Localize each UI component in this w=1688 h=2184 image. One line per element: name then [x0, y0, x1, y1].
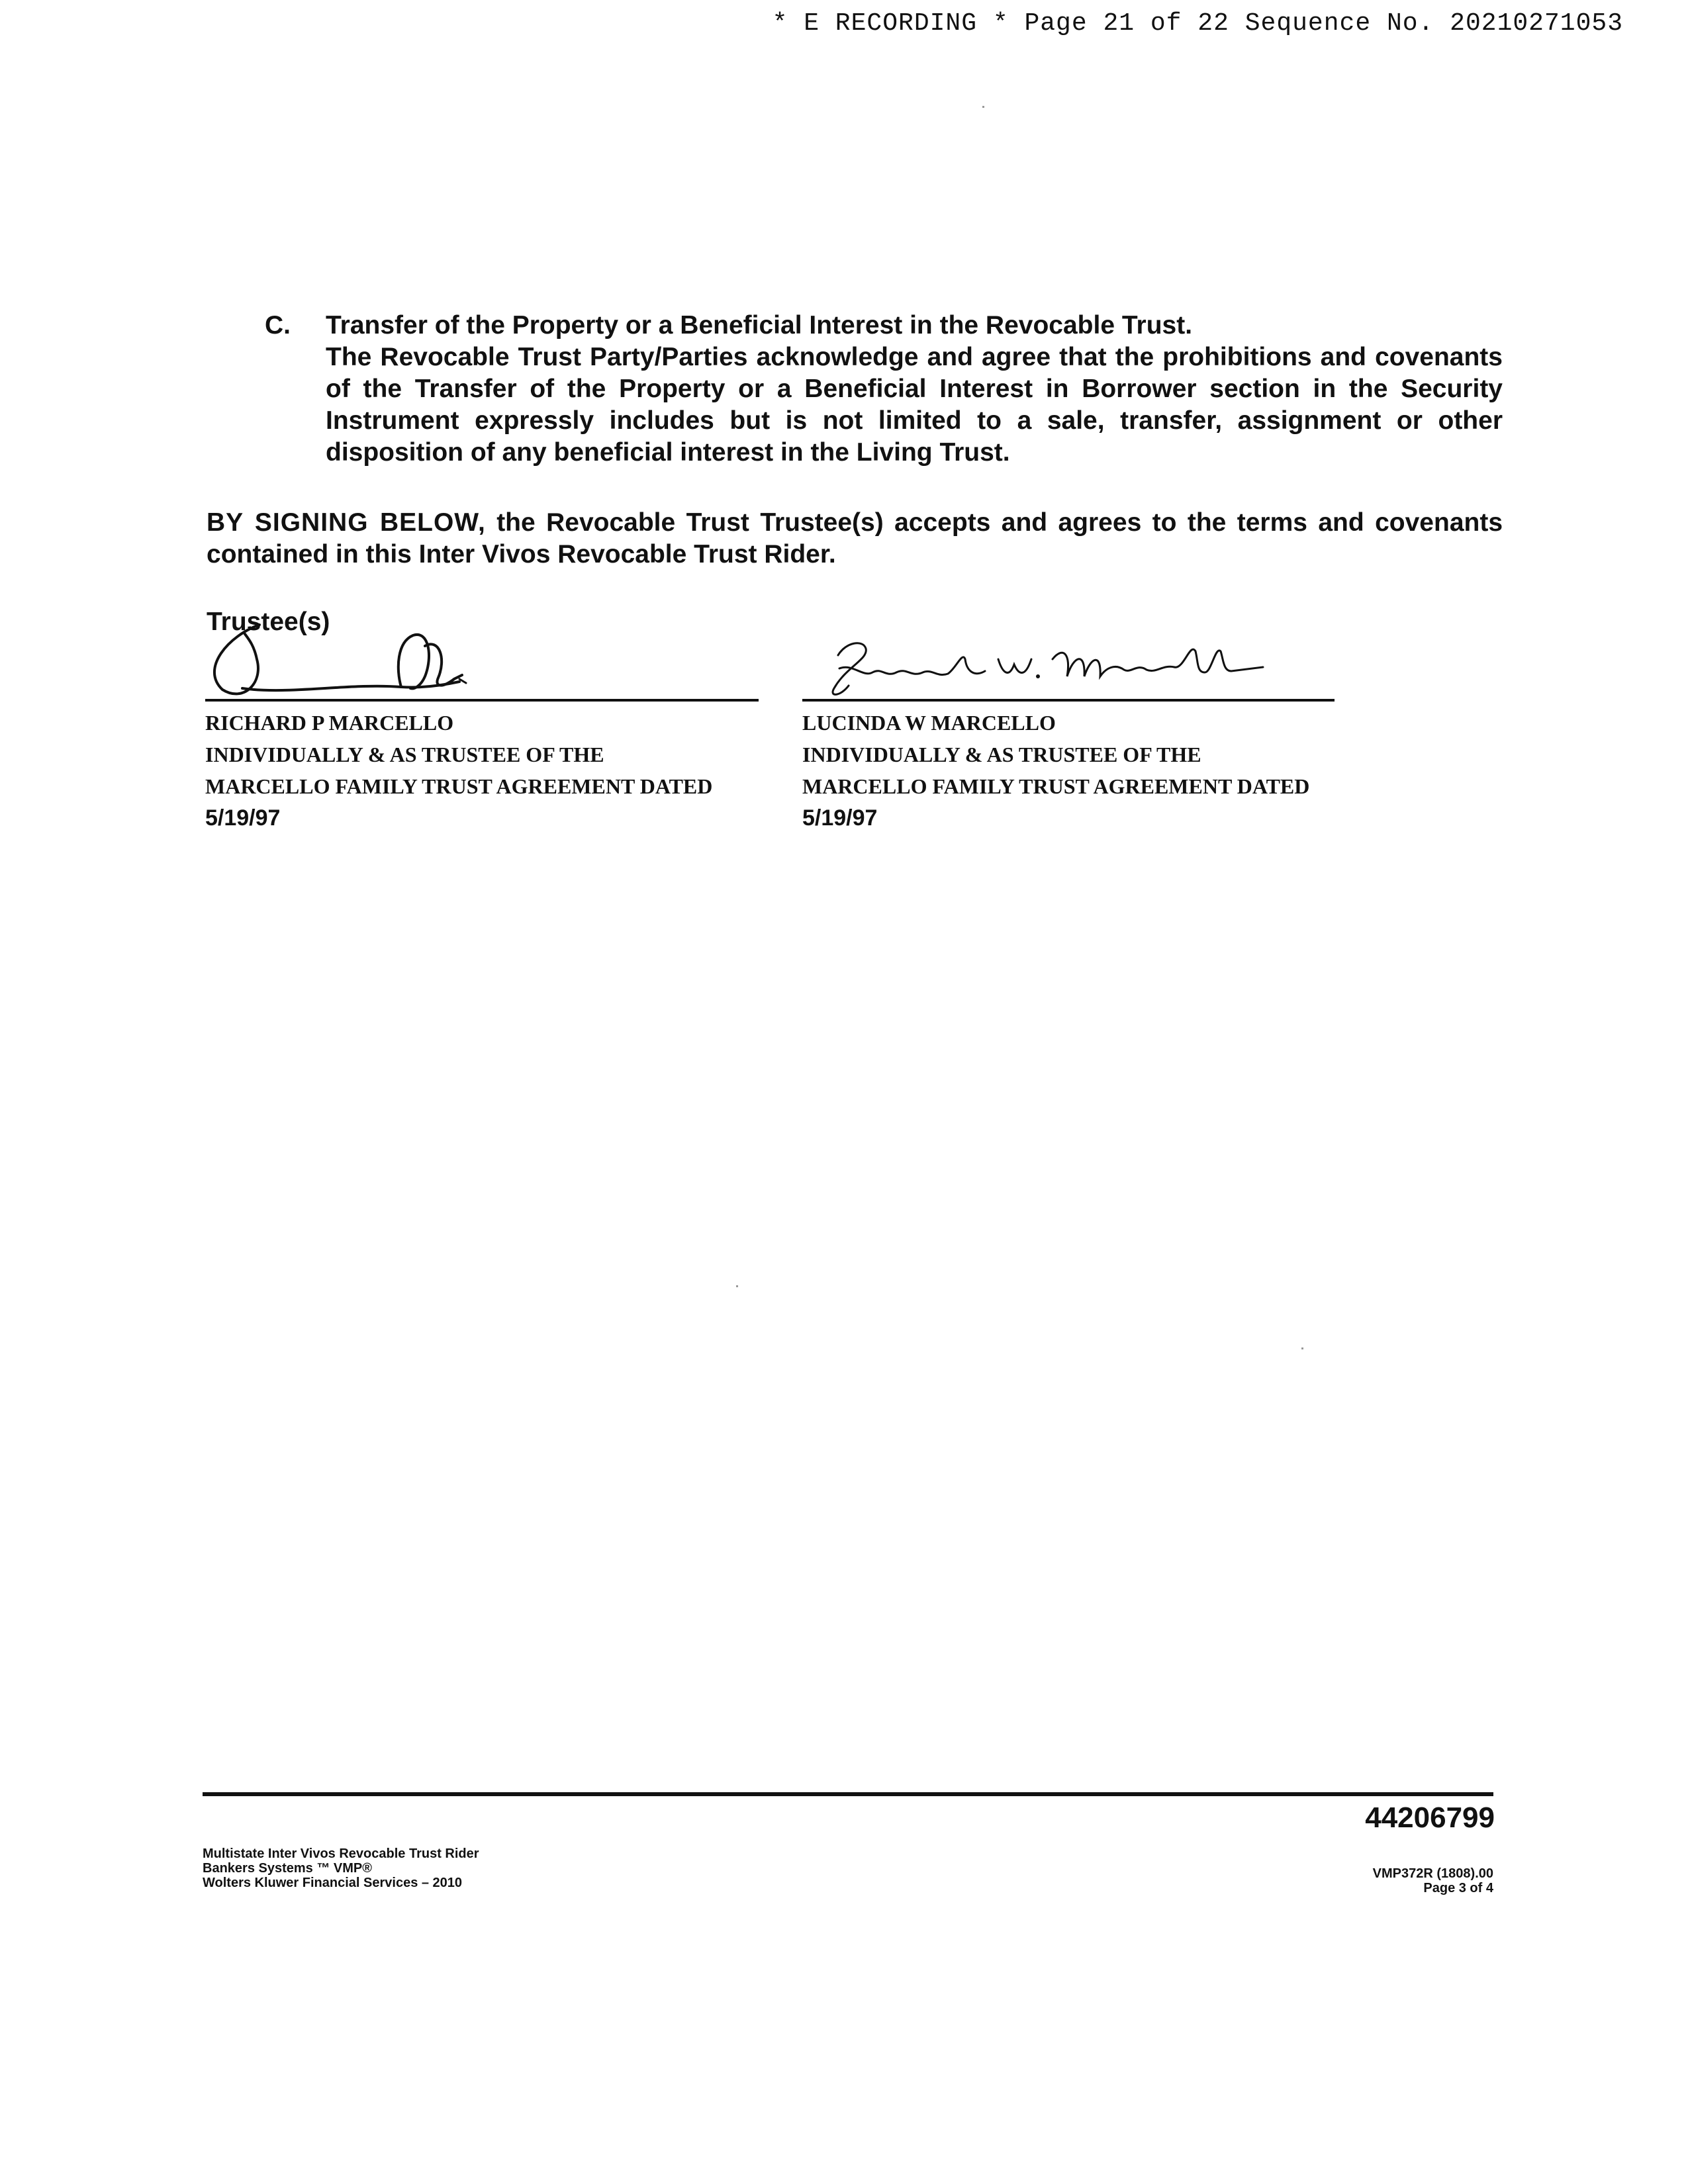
signatory-details [203, 707, 759, 834]
signature-line [802, 699, 1335, 702]
signatory-date: 5/19/97 [802, 805, 878, 831]
section-c [265, 310, 1503, 469]
signatory-capacity: INDIVIDUALLY & AS TRUSTEE OF THE [205, 743, 604, 766]
form-code: VMP372R (1808).00 [1372, 1866, 1493, 1881]
signatory-details [800, 707, 1335, 834]
signature-block-richard [203, 596, 759, 834]
signature-area [203, 596, 759, 699]
scan-speck [982, 106, 984, 108]
signatory-trust: MARCELLO FAMILY TRUST AGREEMENT DATED [205, 774, 713, 798]
signature-line [205, 699, 759, 702]
page-number: Page 3 of 4 [1423, 1881, 1493, 1895]
form-identification [203, 1846, 479, 1890]
signature-lucinda [800, 596, 1335, 699]
trustee-label: Trustee(s) [207, 608, 330, 636]
footer-rule [203, 1792, 1493, 1796]
signatory-name: RICHARD P MARCELLO [205, 711, 454, 735]
signing-lead: BY SIGNING BELOW, [207, 508, 486, 537]
section-c-text: The Revocable Trust Party/Parties acknowledge and agree that the prohibitions and covenants of the Transfer of the Property or a Beneficial Interest in Borrower section in the Security Instrument expressly includes but is not limited to a sale, transfer, assignment or other disposition of any beneficial interest in the Living Trust. [326, 343, 1503, 467]
scan-speck [736, 1285, 738, 1287]
signing-text: the Revocable Trust Trustee(s) accepts and agrees to the terms and covenants contained in this Inter Vivos Revocable Trust Rider. [207, 508, 1503, 569]
section-c-body [326, 310, 1503, 469]
form-copyright: Wolters Kluwer Financial Services – 2010 [203, 1876, 463, 1890]
signatory-name: LUCINDA W MARCELLO [802, 711, 1056, 735]
loan-number: 44206799 [1365, 1801, 1495, 1834]
form-title: Multistate Inter Vivos Revocable Trust Rider [203, 1846, 479, 1861]
section-c-heading: Transfer of the Property or a Beneficial Interest in the Revocable Trust. [326, 311, 1193, 340]
signing-statement [207, 507, 1503, 570]
section-letter: C. [265, 311, 291, 340]
signature-richard [203, 596, 759, 699]
signature-area [800, 596, 1335, 699]
signatory-capacity: INDIVIDUALLY & AS TRUSTEE OF THE [802, 743, 1201, 766]
scan-speck [1301, 1347, 1303, 1349]
signatory-trust: MARCELLO FAMILY TRUST AGREEMENT DATED [802, 774, 1310, 798]
signatory-date: 5/19/97 [205, 805, 281, 831]
recording-stamp: * E RECORDING * Page 21 of 22 Sequence No. 20210271053 [772, 9, 1623, 38]
form-code-block [1373, 1866, 1493, 1895]
signature-block-lucinda [800, 596, 1335, 834]
form-publisher: Bankers Systems ™ VMP® [203, 1861, 372, 1876]
